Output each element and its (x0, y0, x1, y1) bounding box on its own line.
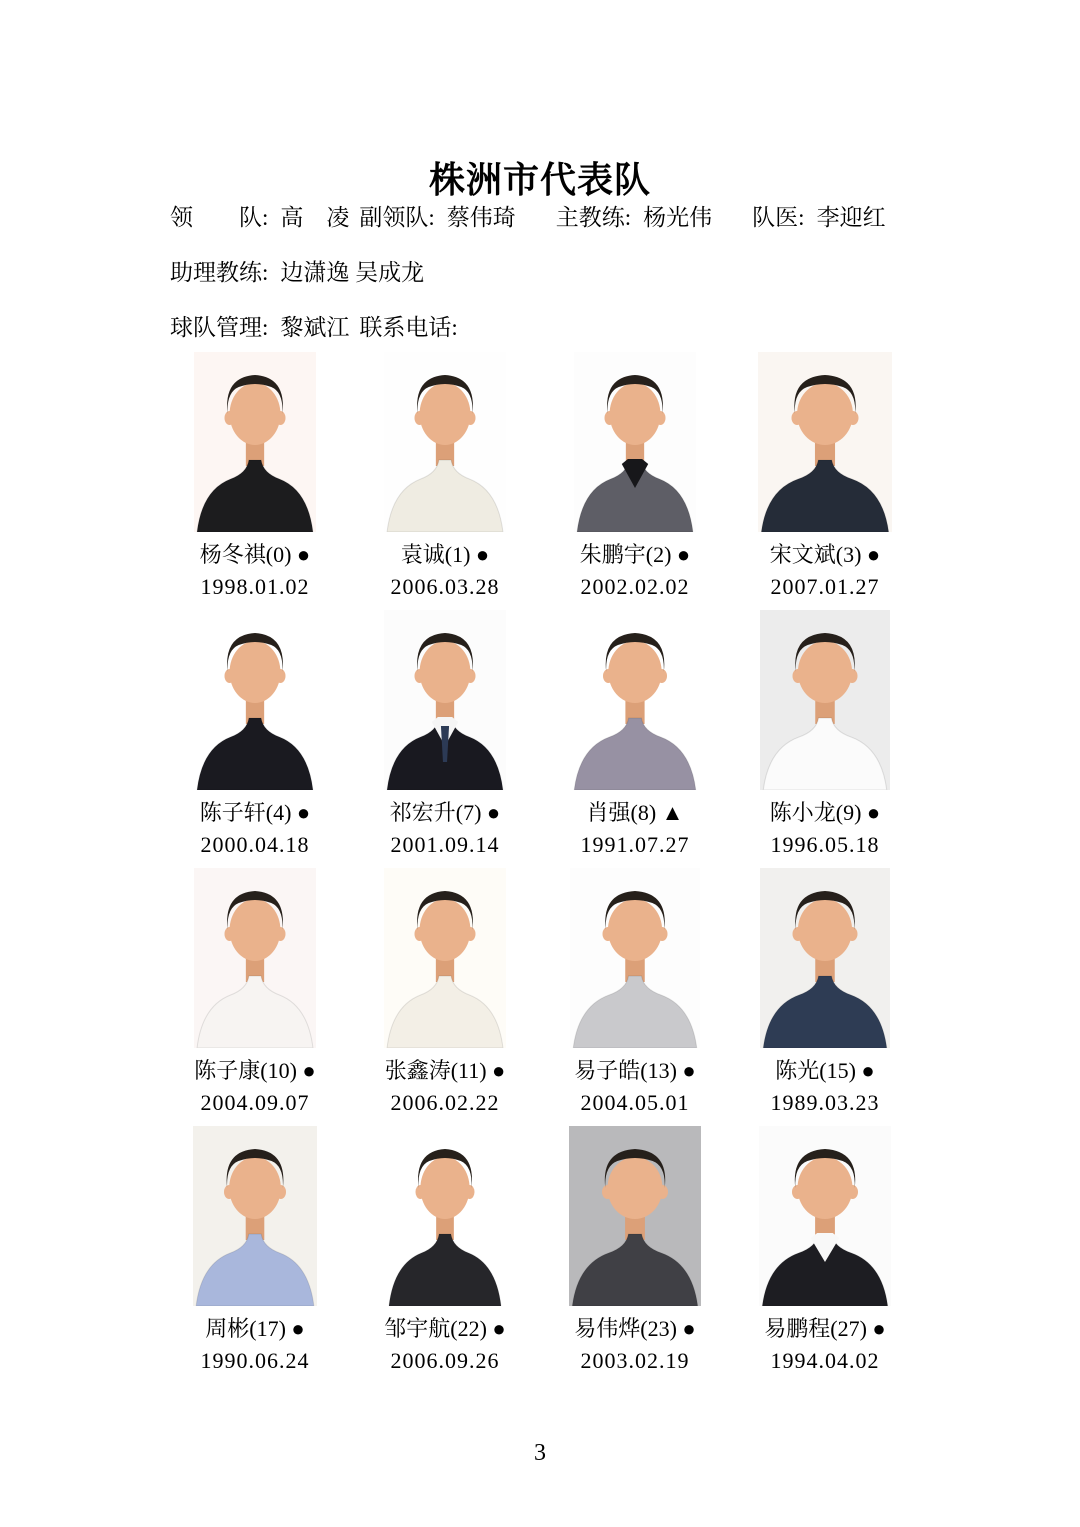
player-card (350, 868, 540, 1116)
player-name: 肖强(8) ▲ (586, 800, 684, 825)
staff-label: 队医: (752, 205, 805, 230)
player-card (730, 352, 920, 600)
player-birthdate: 2004.09.07 (200, 1090, 310, 1115)
staff-pair (170, 309, 349, 342)
staff-pair (752, 199, 885, 232)
player-photo (571, 610, 699, 790)
player-birthdate: 2007.01.27 (770, 574, 880, 599)
player-name: 宋文斌(3) ● (769, 542, 881, 567)
head (798, 641, 852, 703)
player-name: 邹宇航(22) ● (384, 1316, 506, 1341)
staff-label: 助理教练: (170, 260, 269, 285)
player-name: 祁宏升(7) ● (389, 800, 501, 825)
head (608, 899, 662, 961)
staff-info (170, 188, 1000, 353)
player-photo (574, 352, 696, 532)
head (420, 899, 471, 961)
player-photo (193, 1126, 317, 1306)
player-card (540, 1126, 730, 1374)
staff-label: 联系电话: (359, 315, 458, 340)
player-card (160, 1126, 350, 1374)
head (608, 641, 661, 703)
player-name: 易子皓(13) ● (574, 1058, 696, 1083)
player-grid (160, 352, 920, 1374)
head (608, 1157, 663, 1219)
staff-row (170, 298, 1000, 353)
head (230, 899, 281, 961)
page-number: 3 (534, 1440, 546, 1466)
player-name: 杨冬祺(0) ● (199, 542, 311, 567)
player-card (350, 1126, 540, 1374)
player-card (350, 352, 540, 600)
staff-value: 边潇逸 吴成龙 (280, 260, 425, 285)
staff-value: 李迎红 (816, 205, 886, 230)
head (798, 1157, 853, 1219)
player-photo (386, 1126, 504, 1306)
player-birthdate: 1991.07.27 (580, 832, 690, 857)
player-card (160, 868, 350, 1116)
staff-row (170, 188, 1000, 243)
staff-row (170, 243, 1000, 298)
head (420, 641, 471, 703)
player-birthdate: 2006.02.22 (390, 1090, 500, 1115)
player-photo (760, 868, 890, 1048)
player-photo (194, 868, 316, 1048)
player-birthdate: 2002.02.02 (580, 574, 690, 599)
player-card (730, 868, 920, 1116)
staff-label: 副领队: (359, 205, 435, 230)
player-birthdate: 2006.03.28 (390, 574, 500, 599)
staff-label: 主教练: (555, 205, 632, 230)
player-name: 张鑫涛(11) ● (384, 1058, 506, 1083)
player-card (540, 352, 730, 600)
player-birthdate: 1996.05.18 (770, 832, 880, 857)
head (420, 1157, 469, 1219)
head (610, 383, 661, 445)
staff-pair (359, 199, 515, 232)
player-name: 易鹏程(27) ● (764, 1316, 886, 1341)
head (230, 641, 281, 703)
player-birthdate: 2000.04.18 (200, 832, 310, 857)
player-photo (194, 352, 316, 532)
player-birthdate: 2006.09.26 (390, 1348, 500, 1373)
player-birthdate: 1998.01.02 (200, 574, 310, 599)
player-birthdate: 1990.06.24 (200, 1348, 310, 1373)
staff-value: 杨光伟 (643, 205, 713, 230)
staff-label: 领 队: (170, 205, 269, 230)
player-birthdate: 1994.04.02 (770, 1348, 880, 1373)
player-photo (759, 1126, 891, 1306)
player-card (160, 610, 350, 858)
staff-pair (359, 309, 469, 342)
player-card (350, 610, 540, 858)
player-birthdate: 2004.05.01 (580, 1090, 690, 1115)
player-name: 朱鹏宇(2) ● (579, 542, 691, 567)
staff-value: 蔡伟琦 (446, 205, 516, 230)
player-name: 袁诚(1) ● (400, 542, 490, 567)
player-birthdate: 1989.03.23 (770, 1090, 880, 1115)
staff-value: 黎斌江 (280, 315, 350, 340)
head (420, 383, 471, 445)
player-name: 陈子康(10) ● (194, 1058, 316, 1083)
player-photo (384, 352, 506, 532)
player-card (730, 1126, 920, 1374)
player-card (160, 352, 350, 600)
player-card (730, 610, 920, 858)
player-card (540, 610, 730, 858)
player-name: 易伟烨(23) ● (574, 1316, 696, 1341)
staff-value: 高 凌 (280, 205, 350, 230)
head (797, 383, 853, 445)
head (798, 899, 852, 961)
staff-pair (170, 254, 424, 287)
head (230, 383, 281, 445)
player-name: 陈子轩(4) ● (199, 800, 311, 825)
player-photo (384, 868, 506, 1048)
player-name: 周彬(17) ● (205, 1316, 305, 1341)
player-card (540, 868, 730, 1116)
player-photo (384, 610, 506, 790)
team-title: 株洲市代表队 (428, 160, 651, 201)
staff-label: 球队管理: (170, 315, 269, 340)
staff-pair (556, 199, 712, 232)
player-name: 陈小龙(9) ● (769, 800, 881, 825)
head (229, 1157, 281, 1219)
staff-pair (170, 199, 349, 232)
player-photo (194, 610, 316, 790)
player-birthdate: 2003.02.19 (580, 1348, 690, 1373)
player-photo (760, 610, 890, 790)
player-photo (570, 868, 700, 1048)
player-photo (569, 1126, 701, 1306)
player-photo (758, 352, 892, 532)
player-name: 陈光(15) ● (775, 1058, 875, 1083)
player-birthdate: 2001.09.14 (390, 832, 500, 857)
